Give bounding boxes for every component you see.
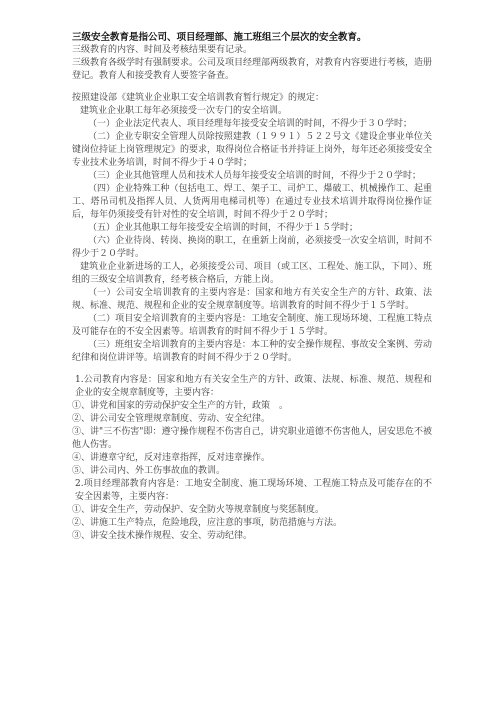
project-education-heading: 2.项目经理部教育内容是：工地安全制度、施工现场环境、工程施工特点及可能存在的不安全因素等，主要内容： [75, 479, 432, 502]
section-gap [72, 83, 432, 92]
section1-item-2: （二）企业专职安全管理人员除按照建教（１９９１）５２２号文《建设企事业单位关键岗位持证上岗管理规定》的要求，取得岗位合格证书并持证上岗外，每年还必须接受安全专业技术业务培训，时间不得少于４０学时； [72, 132, 433, 168]
project-education-item-2: ②、讲施工生产特点，危险地段，应注意的事项，防范措施与方法。 [72, 518, 343, 528]
project-education-item-3: ③、讲安全技术操作规程、安全、劳动纪律。 [72, 531, 253, 541]
section1-sub: 建筑业企业职工每年必须接受一次专门的安全培训。 [80, 106, 288, 116]
intro-line-2: 三级教育各级学时有强制要求。公司及项目经理部两级教育，对教育内容要进行考核，造册登记。教育人和接受教育人要签字备查。 [72, 58, 433, 81]
section-gap [72, 365, 432, 374]
section1-sub2: 建筑业企业新进场的工人，必须接受公司、项目（或工区、工程处、施工队，下同）、班组的三级安全培训教育，经考核合格后，方能上岗。 [72, 262, 432, 285]
section1-item-5: （五）企业其他职工每年接受安全培训的时间，不得少于１５学时； [88, 223, 359, 233]
intro-line-1: 三级教育的内容、时间及考核结果要有记录。 [72, 45, 253, 55]
section1-training-1: （一）公司安全培训教育的主要内容是：国家和地方有关安全生产的方针、政策、法规、标准、规范、规程和企业的安全规章制度等。培训教育的时间不得少于１５学时。 [72, 288, 432, 311]
company-education-item-3: ③、讲"三不伤害"即：遵守操作规程不伤害自己，讲究职业道德不伤害他人，居安思危不被他人伤害。 [72, 427, 432, 450]
section1-training-2: （二）项目安全培训教育的主要内容是：工地安全制度、施工现场环境、工程施工特点及可能存在的不安全因素等。培训教育的时间不得少于１５学时。 [72, 314, 432, 337]
section1-item-6: （六）企业待岗、转岗、换岗的职工，在重新上岗前，必须接受一次安全培训，时间不得少于２０学时。 [72, 236, 432, 259]
section1-lead: 按照建设部《建筑业企业职工安全培训教育暂行规定》的规定： [72, 93, 325, 103]
project-education-item-1: ①、讲安全生产，劳动保护、安全防火等规章制度与奖惩制度。 [72, 505, 325, 515]
section1-item-4: （四）企业特殊工种（包括电工、焊工、架子工、司炉工、爆破工、机械操作工、起重工、塔吊司机及指挥人员、人货两用电梯司机等）在通过专业技术培训并取得岗位操作证后，每年仍须接受有针对性的安全培训，时间不得少于２０学时； [72, 184, 432, 220]
document-title: 三级安全教育是指公司、项目经理部、施工班组三个层次的安全教育。 [72, 32, 367, 43]
company-education-item-2: ②、讲公司安全管理规章制度、劳动、安全纪律。 [72, 414, 271, 424]
company-education-item-4: ④、讲遵章守纪，反对违章指挥，反对违章操作。 [72, 453, 271, 463]
company-education-item-1: ①、讲党和国家的劳动保护安全生产的方针，政策 。 [72, 401, 289, 411]
document-page [72, 31, 432, 543]
section1-item-1: （一）企业法定代表人、项目经理每年接受安全培训的时间，不得少于３０学时； [88, 119, 413, 129]
company-education-item-5: ⑤、讲公司内、外工伤事故血的教训。 [72, 466, 226, 476]
section1-training-3: （三）班组安全培训教育的主要内容是：本工种的安全操作规程、事故安全案例、劳动纪律和岗位讲评等。培训教育的时间不得少于２０学时。 [72, 340, 432, 363]
section1-item-3: （三）企业其他管理人员和技术人员每年接受安全培训的时间，不得少于２０学时； [88, 171, 422, 181]
company-education-heading: 1.公司教育内容是：国家和地方有关安全生产的方针、政策、法规、标准、规范、规程和企业的安全规章制度等，主要内容： [75, 375, 432, 398]
